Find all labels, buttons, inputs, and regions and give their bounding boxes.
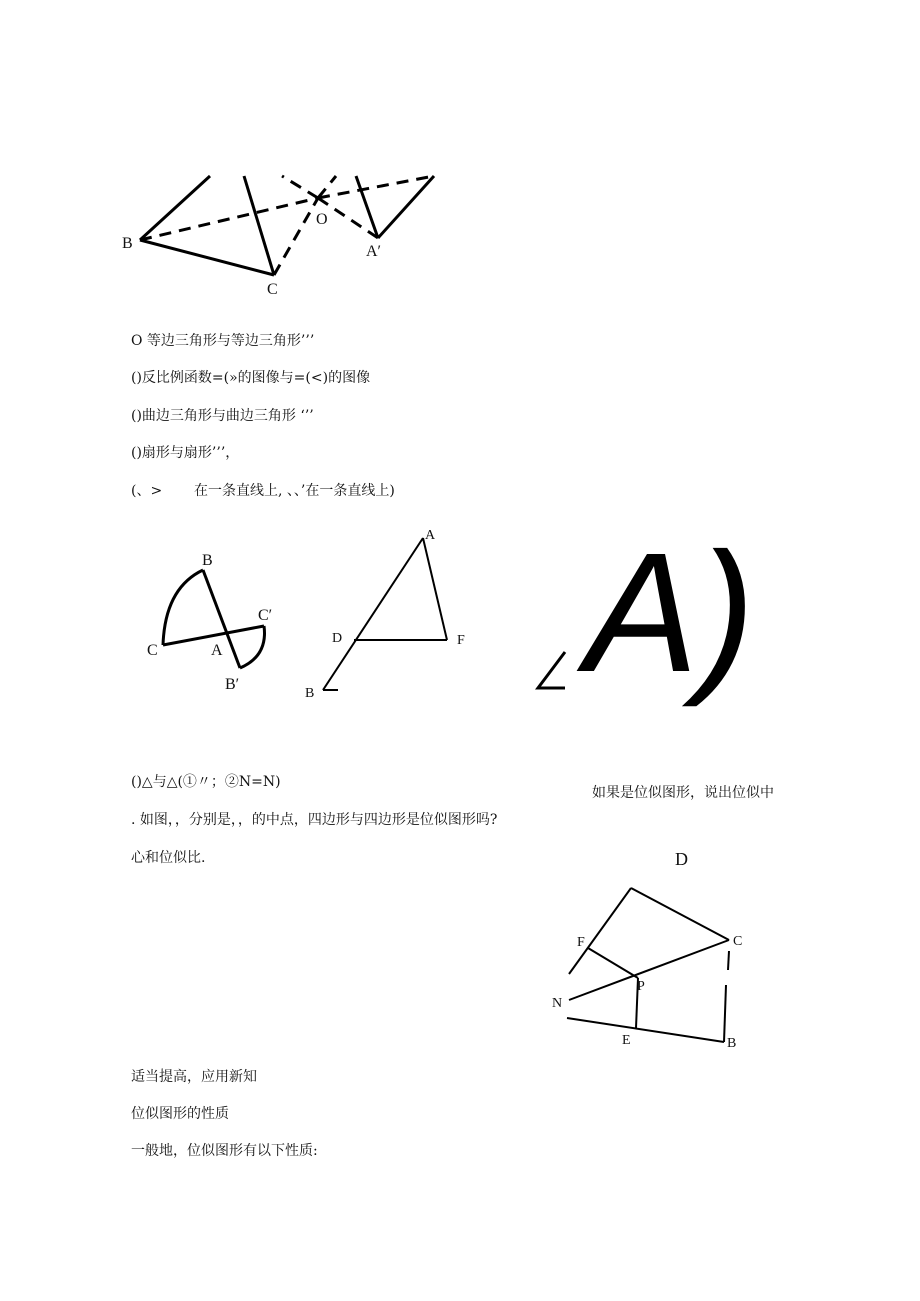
label-a: A — [211, 642, 223, 659]
text-collinear: 在一条直线上, 、、’在一条直线上) — [194, 483, 395, 499]
text-quadrilateral-question: . 如图，，分别是，，的中点，四边形与四边形是位似图形吗? — [131, 812, 498, 828]
label-c: C — [147, 642, 158, 659]
text-sector: ()扇形与扇形’’’， — [131, 445, 240, 461]
text-properties-intro: 一般地，位似图形有以下性质: — [131, 1143, 318, 1159]
edge-c-b-lower — [724, 985, 726, 1042]
text-equilateral: O 等边三角形与等边三角形’’’ — [131, 333, 315, 349]
text-collinear-prefix: (、> — [131, 483, 163, 499]
text-inverse-function: ()反比例函数=(»的图像与=(<)的图像 — [131, 370, 371, 386]
label-d: D — [332, 631, 343, 646]
label-b: B — [202, 552, 213, 569]
label-o: O — [316, 211, 328, 228]
label-n: N — [552, 996, 563, 1011]
label-c: C — [267, 281, 278, 298]
label-e: E — [622, 1033, 631, 1048]
edge-n-c — [569, 940, 729, 1000]
label-c-prime: C′ — [258, 607, 273, 624]
text-section-heading: 适当提高，应用新知 — [131, 1069, 257, 1085]
label-b: B — [305, 686, 315, 701]
label-a: A — [425, 528, 436, 543]
text-properties-title: 位似图形的性质 — [131, 1106, 229, 1122]
big-a-glyph: A) — [585, 518, 755, 708]
edge-top-left — [569, 888, 631, 974]
edge-bottom — [567, 1018, 724, 1042]
edge-top-c — [631, 888, 729, 940]
text-curved-triangle: ()曲边三角形与曲边三角形 ‘’’ — [131, 408, 314, 424]
text-center-ratio: 心和位似比. — [131, 850, 206, 866]
label-d: D — [675, 849, 688, 869]
label-f: F — [577, 935, 585, 950]
label-b: B — [727, 1036, 737, 1051]
label-c: C — [733, 934, 743, 949]
label-p: P — [637, 979, 645, 994]
text-triangle-condition: ()△与△(①〃；②N=N) — [131, 774, 281, 790]
text-homothetic-question: 如果是位似图形，说出位似中 — [592, 785, 774, 801]
label-b: B — [122, 235, 133, 252]
edge-f-p — [588, 948, 638, 978]
label-a-prime: A′ — [366, 243, 382, 260]
label-b-prime: B′ — [225, 676, 240, 693]
edge-c-b-upper — [728, 951, 729, 970]
label-f: F — [457, 633, 465, 648]
